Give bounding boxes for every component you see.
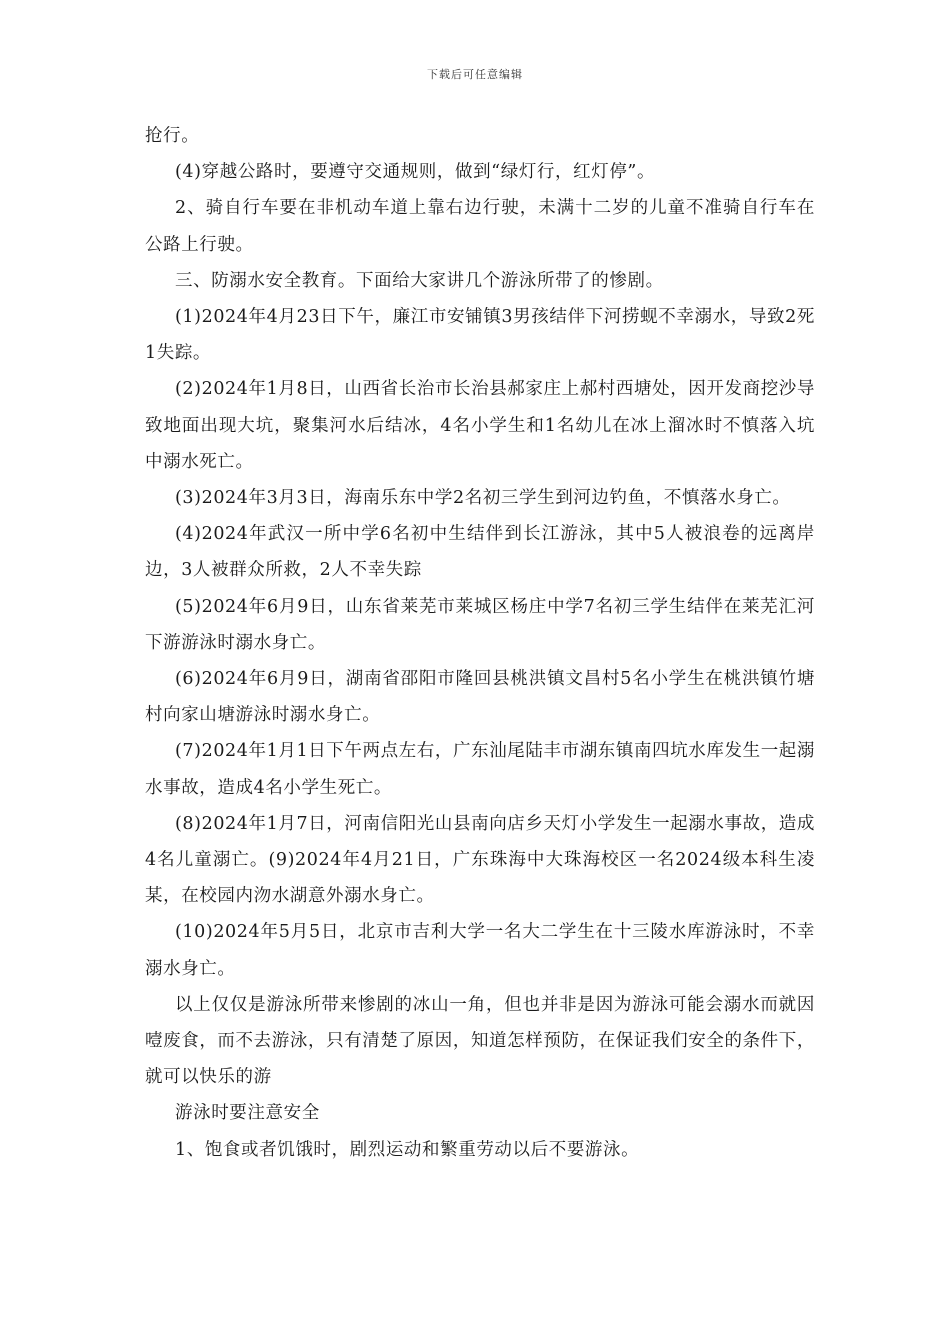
paragraph: (10)2024年5月5日，北京市吉利大学一名大二学生在十三陵水库游泳时，不幸溺水身亡。 <box>145 922 815 979</box>
paragraph: 2、骑自行车要在非机动车道上靠右边行驶，未满十二岁的儿童不准骑自行车在公路上行驶。 <box>145 198 815 255</box>
paragraph: (8)2024年1月7日，河南信阳光山县南向店乡天灯小学发生一起溺水事故，造成4名儿童溺亡。(9)2024年4月21日，广东珠海中大珠海校区一名2024级本科生凌某，在校园内沕水湖意外溺水身亡。 <box>145 813 815 907</box>
paragraph: (1)2024年4月23日下午，廉江市安铺镇3男孩结伴下河捞蚬不幸溺水，导致2死1失踪。 <box>145 307 815 364</box>
paragraph: (3)2024年3月3日，海南乐东中学2名初三学生到河边钓鱼，不慎落水身亡。 <box>175 488 791 509</box>
section-heading: 三、防溺水安全教育。下面给大家讲几个游泳所带了的惨剧。 <box>175 270 664 291</box>
document-body <box>145 118 815 1168</box>
paragraph: (6)2024年6月9日，湖南省邵阳市隆回县桃洪镇文昌村5名小学生在桃洪镇竹塘村向家山塘游泳时溺水身亡。 <box>145 669 815 726</box>
paragraph: 抢行。 <box>145 126 200 146</box>
paragraph: 以上仅仅是游泳所带来惨剧的冰山一角，但也并非是因为游泳可能会溺水而就因噎废食，而不去游泳，只有清楚了原因，知道怎样预防，在保证我们安全的条件下，就可以快乐的游 <box>145 994 815 1088</box>
subheading: 游泳时要注意安全 <box>175 1103 320 1124</box>
paragraph: (2)2024年1月8日，山西省长治市长治县郝家庄上郝村西塘处，因开发商挖沙导致地面出现大坑，聚集河水后结冰，4名小学生和1名幼儿在冰上溜冰时不慎落入坑中溺水死亡。 <box>145 379 815 472</box>
paragraph: (7)2024年1月1日下午两点左右，广东汕尾陆丰市湖东镇南四坑水库发生一起溺水事故，造成4名小学生死亡。 <box>145 741 815 798</box>
paragraph: (4)2024年武汉一所中学6名初中生结伴到长江游泳，其中5人被浪卷的远离岸边，3人被群众所救，2人不幸失踪 <box>145 524 815 581</box>
paragraph: (5)2024年6月9日，山东省莱芜市莱城区杨庄中学7名初三学生结伴在莱芜汇河下游游泳时溺水身亡。 <box>145 596 815 653</box>
paragraph: (4)穿越公路时，要遵守交通规则，做到“绿灯行，红灯停”。 <box>175 162 656 183</box>
paragraph: 1、饱食或者饥饿时，剧烈运动和繁重劳动以后不要游泳。 <box>175 1139 640 1160</box>
page-header: 下载后可任意编辑 <box>427 68 523 81</box>
